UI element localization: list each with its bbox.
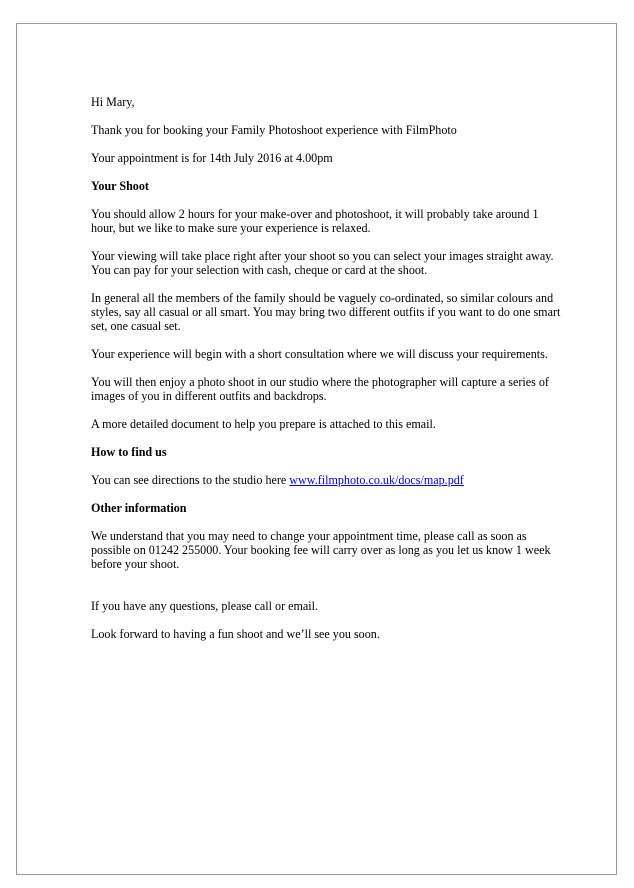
shoot-duration-paragraph: You should allow 2 hours for your make-over and photoshoot, it will probably take around 1 hour, but we like to make sure your experience is relaxed. bbox=[91, 207, 539, 235]
directions-text: You can see directions to the studio here bbox=[91, 473, 290, 487]
map-link[interactable]: www.filmphoto.co.uk/docs/map.pdf bbox=[289, 473, 464, 487]
change-appointment-paragraph: We understand that you may need to change your appointment time, please call as soon as possible on 01242 255000. Your booking fee will carry over as long as you let us know 1 week before your shoot. bbox=[91, 529, 551, 571]
other-information-heading: Other information bbox=[91, 501, 187, 515]
your-shoot-heading: Your Shoot bbox=[91, 179, 149, 193]
consultation-paragraph: Your experience will begin with a short consultation where we will discuss your requirements. bbox=[91, 347, 548, 361]
directions-paragraph bbox=[91, 473, 561, 487]
how-to-find-heading: How to find us bbox=[91, 445, 167, 459]
attachment-paragraph: A more detailed document to help you prepare is attached to this email. bbox=[91, 417, 436, 431]
questions-paragraph: If you have any questions, please call or email. bbox=[91, 599, 319, 613]
viewing-paragraph: Your viewing will take place right after your shoot so you can select your images straight away. You can pay for your selection with cash, cheque or card at the shoot. bbox=[91, 249, 554, 277]
thanks-paragraph: Thank you for booking your Family Photoshoot experience with FilmPhoto bbox=[91, 123, 457, 137]
letter-body bbox=[91, 95, 561, 655]
photo-shoot-paragraph: You will then enjoy a photo shoot in our studio where the photographer will capture a series of images of you in different outfits and backdrops. bbox=[91, 375, 549, 403]
greeting: Hi Mary, bbox=[91, 95, 135, 109]
appointment-paragraph: Your appointment is for 14th July 2016 at 4.00pm bbox=[91, 151, 333, 165]
document-page bbox=[16, 23, 617, 875]
closing-paragraph: Look forward to having a fun shoot and we’ll see you soon. bbox=[91, 627, 380, 641]
outfits-paragraph: In general all the members of the family should be vaguely co-ordinated, so similar colours and styles, say all casual or all smart. You may bring two different outfits if you want to do one smart set, one casual set. bbox=[91, 291, 561, 333]
